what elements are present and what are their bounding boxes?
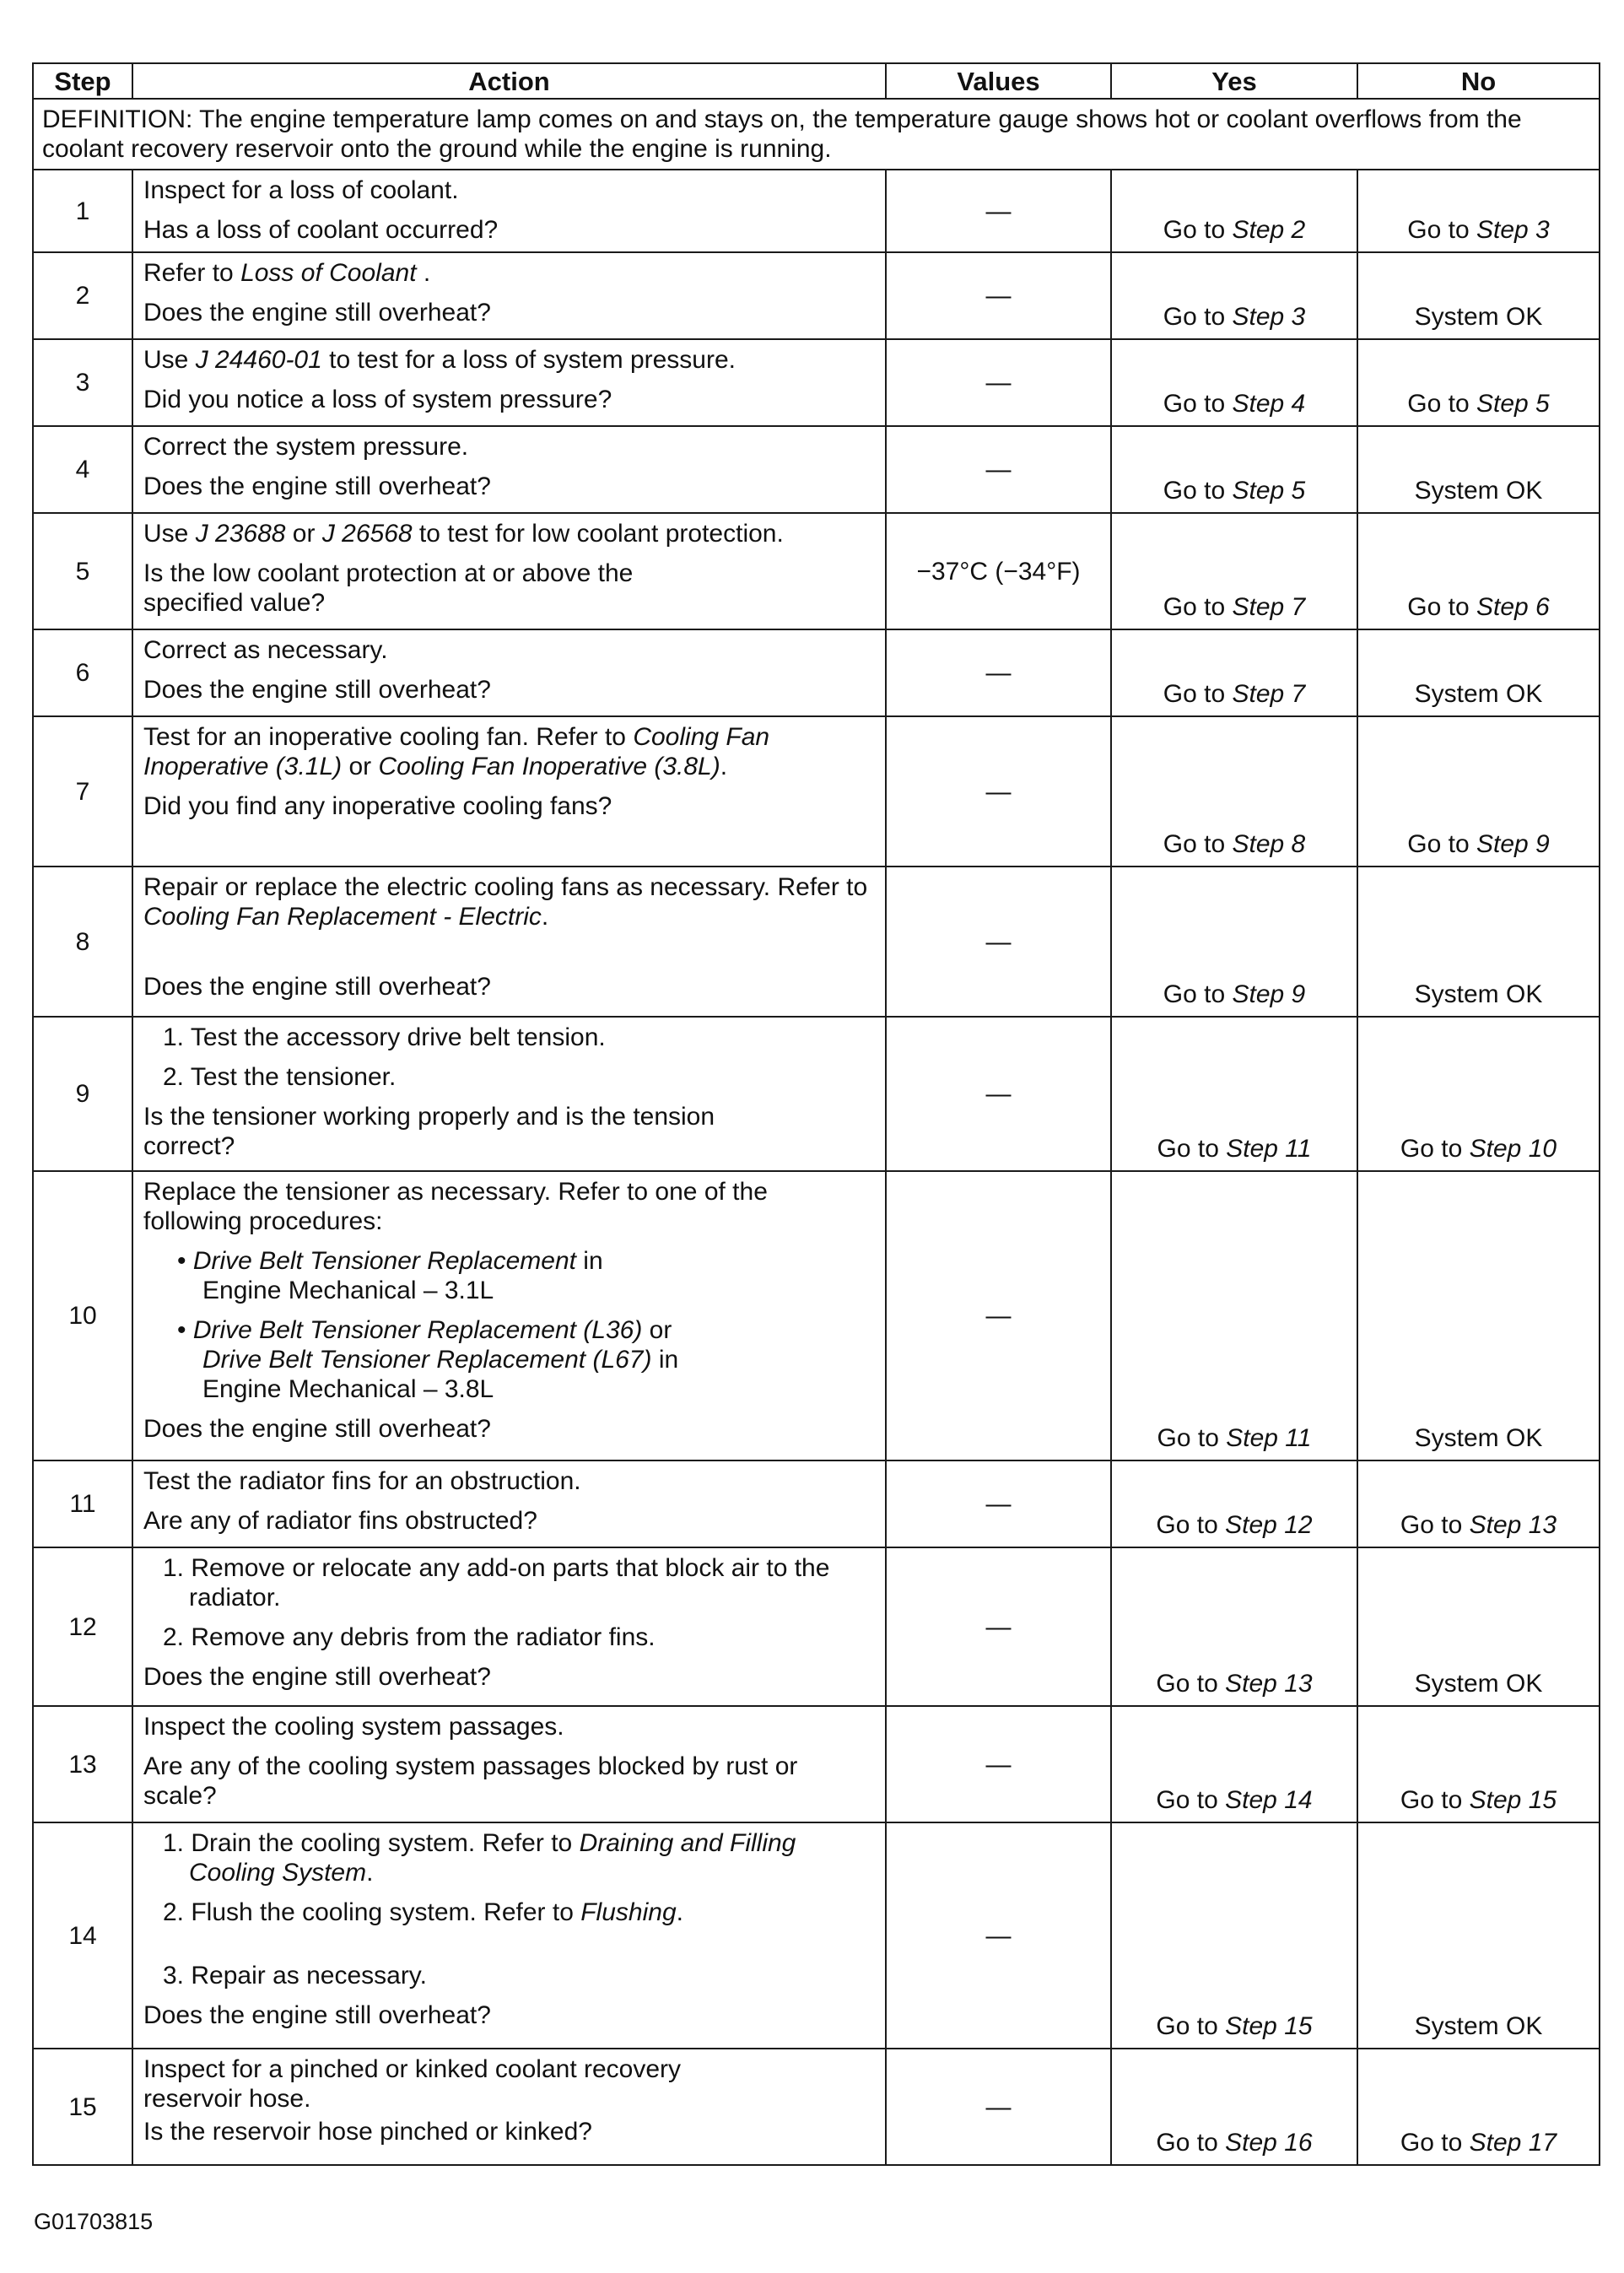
no-cell: System OK (1357, 629, 1600, 716)
step-number: 4 (33, 426, 132, 513)
value-cell: — (886, 1460, 1111, 1547)
value-cell: — (886, 1017, 1111, 1171)
table-row (33, 513, 1600, 629)
table-row (33, 1171, 1600, 1460)
action-cell: Test the radiator fins for an obstruction. Are any of radiator fins obstructed? (132, 1460, 886, 1547)
action-cell: Replace the tensioner as necessary. Refer to one of the following procedures: • Drive Belt Tensioner Replacement in Engine Mechanical – 3.1L • Drive Belt Tensioner Replacement (L36) or Drive Belt Tensioner Replacement (L67) in Engine Mechanical – 3.8L Does the engine still overheat? (132, 1171, 886, 1460)
no-cell: Go to Step 10 (1357, 1017, 1600, 1171)
value-cell: −37°C (−34°F) (886, 513, 1111, 629)
table-row (33, 426, 1600, 513)
action-cell: Inspect for a pinched or kinked coolant recovery reservoir hose. Is the reservoir hose pinched or kinked? (132, 2049, 886, 2165)
no-cell: Go to Step 3 (1357, 170, 1600, 252)
step-number: 15 (33, 2049, 132, 2165)
value-cell: — (886, 426, 1111, 513)
no-cell: Go to Step 6 (1357, 513, 1600, 629)
value-cell: — (886, 2049, 1111, 2165)
step-number: 14 (33, 1822, 132, 2049)
value-cell: — (886, 252, 1111, 339)
value-cell: — (886, 867, 1111, 1017)
table-row (33, 629, 1600, 716)
value-cell: — (886, 339, 1111, 426)
value-cell: — (886, 1547, 1111, 1706)
value-cell: — (886, 170, 1111, 252)
action-cell: Repair or replace the electric cooling fans as necessary. Refer to Cooling Fan Replacement - Electric. Does the engine still overheat? (132, 867, 886, 1017)
no-cell: System OK (1357, 867, 1600, 1017)
action-cell: Correct as necessary. Does the engine still overheat? (132, 629, 886, 716)
yes-cell: Go to Step 12 (1111, 1460, 1357, 1547)
diagnostic-table-sheet (32, 62, 1599, 2166)
action-cell: 1. Remove or relocate any add-on parts that block air to the radiator. 2. Remove any debris from the radiator fins. Does the engine still overheat? (132, 1547, 886, 1706)
step-number: 2 (33, 252, 132, 339)
yes-cell: Go to Step 9 (1111, 867, 1357, 1017)
header-no: No (1357, 63, 1600, 99)
step-number: 12 (33, 1547, 132, 1706)
no-cell: System OK (1357, 252, 1600, 339)
definition-row (33, 99, 1600, 170)
no-cell: System OK (1357, 1547, 1600, 1706)
header-values: Values (886, 63, 1111, 99)
yes-cell: Go to Step 16 (1111, 2049, 1357, 2165)
yes-cell: Go to Step 2 (1111, 170, 1357, 252)
value-cell: — (886, 1171, 1111, 1460)
no-cell: Go to Step 9 (1357, 716, 1600, 867)
header-action: Action (132, 63, 886, 99)
table-row (33, 1822, 1600, 2049)
no-cell: Go to Step 17 (1357, 2049, 1600, 2165)
action-cell: Use J 24460-01 to test for a loss of system pressure. Did you notice a loss of system pressure? (132, 339, 886, 426)
figure-code: G01703815 (34, 2209, 154, 2234)
no-cell: System OK (1357, 1822, 1600, 2049)
header-yes: Yes (1111, 63, 1357, 99)
table-row (33, 252, 1600, 339)
table-row (33, 1017, 1600, 1171)
procedure-bullet: • Drive Belt Tensioner Replacement (L36) or Drive Belt Tensioner Replacement (L67) in Engine Mechanical – 3.8L (177, 1316, 679, 1403)
table-row (33, 339, 1600, 426)
no-cell: System OK (1357, 1171, 1600, 1460)
step-number: 9 (33, 1017, 132, 1171)
step-number: 8 (33, 867, 132, 1017)
value-cell: — (886, 716, 1111, 867)
step-number: 13 (33, 1706, 132, 1822)
yes-cell: Go to Step 7 (1111, 629, 1357, 716)
table-row (33, 716, 1600, 867)
no-cell: System OK (1357, 426, 1600, 513)
yes-cell: Go to Step 8 (1111, 716, 1357, 867)
yes-cell: Go to Step 7 (1111, 513, 1357, 629)
yes-cell: Go to Step 5 (1111, 426, 1357, 513)
value-cell: — (886, 629, 1111, 716)
step-number: 7 (33, 716, 132, 867)
step-number: 10 (33, 1171, 132, 1460)
value-cell: — (886, 1822, 1111, 2049)
table-row (33, 1460, 1600, 1547)
yes-cell: Go to Step 14 (1111, 1706, 1357, 1822)
step-number: 5 (33, 513, 132, 629)
yes-cell: Go to Step 3 (1111, 252, 1357, 339)
action-cell: Use J 23688 or J 26568 to test for low coolant protection. Is the low coolant protection at or above the specified value? (132, 513, 886, 629)
header-row (33, 63, 1600, 99)
table-row (33, 2049, 1600, 2165)
no-cell: Go to Step 13 (1357, 1460, 1600, 1547)
table-row (33, 1706, 1600, 1822)
action-cell: Correct the system pressure. Does the engine still overheat? (132, 426, 886, 513)
table-row (33, 867, 1600, 1017)
action-cell: Inspect for a loss of coolant. Has a loss of coolant occurred? (132, 170, 886, 252)
yes-cell: Go to Step 4 (1111, 339, 1357, 426)
action-cell: Refer to Loss of Coolant . Does the engine still overheat? (132, 252, 886, 339)
action-cell: 1. Test the accessory drive belt tension. 2. Test the tensioner. Is the tensioner working properly and is the tension correct? (132, 1017, 886, 1171)
no-cell: Go to Step 5 (1357, 339, 1600, 426)
no-cell: Go to Step 15 (1357, 1706, 1600, 1822)
diagnostic-table (32, 62, 1600, 2166)
step-number: 1 (33, 170, 132, 252)
header-step: Step (33, 63, 132, 99)
procedure-bullet: • Drive Belt Tensioner Replacement in Engine Mechanical – 3.1L (177, 1247, 603, 1304)
step-number: 11 (33, 1460, 132, 1547)
action-cell: 1. Drain the cooling system. Refer to Draining and Filling Cooling System. 2. Flush the cooling system. Refer to Flushing. 3. Repair as necessary. Does the engine still overheat? (132, 1822, 886, 2049)
table-row (33, 1547, 1600, 1706)
table-row (33, 170, 1600, 252)
value-cell: — (886, 1706, 1111, 1822)
action-cell: Inspect the cooling system passages. Are any of the cooling system passages blocked by rust or scale? (132, 1706, 886, 1822)
yes-cell: Go to Step 15 (1111, 1822, 1357, 2049)
step-number: 3 (33, 339, 132, 426)
definition-text: DEFINITION: The engine temperature lamp comes on and stays on, the temperature gauge shows hot or coolant overflows from the coolant recovery reservoir onto the ground while the engine is running. (33, 99, 1600, 170)
yes-cell: Go to Step 11 (1111, 1017, 1357, 1171)
action-cell: Test for an inoperative cooling fan. Refer to Cooling Fan Inoperative (3.1L) or Cooling Fan Inoperative (3.8L). Did you find any inoperative cooling fans? (132, 716, 886, 867)
yes-cell: Go to Step 13 (1111, 1547, 1357, 1706)
yes-cell: Go to Step 11 (1111, 1171, 1357, 1460)
step-number: 6 (33, 629, 132, 716)
